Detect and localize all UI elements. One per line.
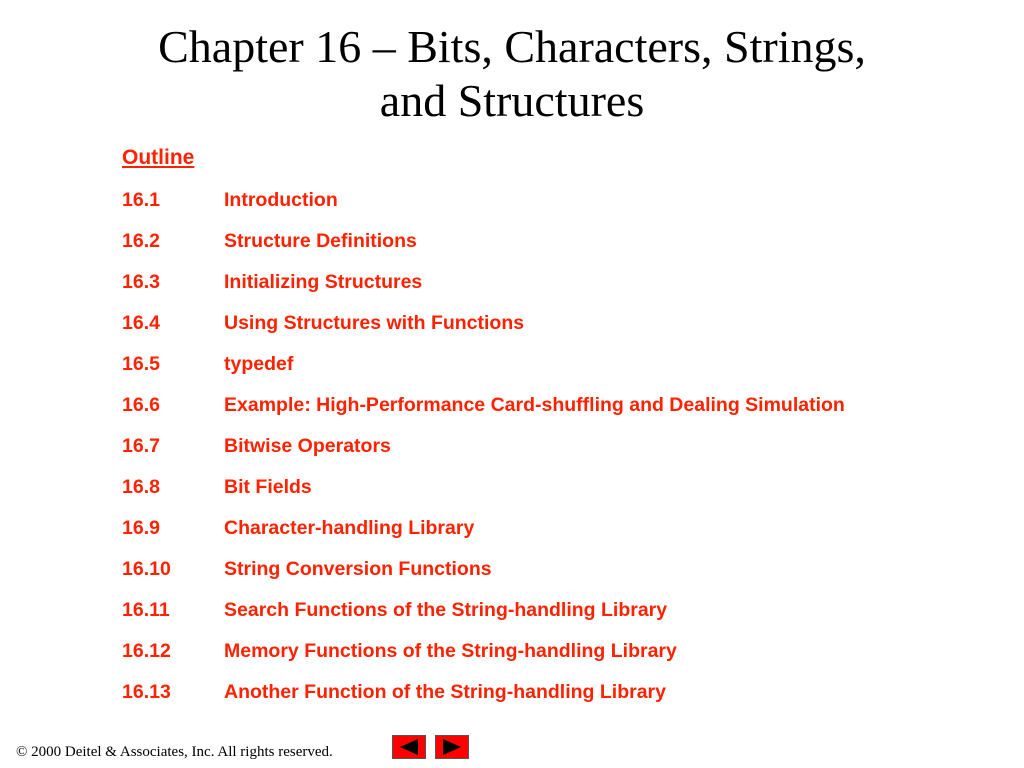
outline-item (122, 555, 845, 596)
next-slide-button[interactable] (435, 735, 469, 759)
slide-title (0, 20, 1024, 128)
title-line-2: and Structures (379, 75, 645, 126)
outline-heading: Outline (122, 146, 195, 169)
outline-item (122, 309, 845, 350)
outline-item (122, 227, 845, 268)
outline-item (122, 514, 845, 555)
section-number: 16.6 (122, 394, 160, 416)
outline-item (122, 350, 845, 391)
title-line-1: Chapter 16 – Bits, Characters, Strings, (158, 21, 866, 72)
section-title: Structure Definitions (224, 230, 417, 252)
section-number: 16.10 (122, 558, 171, 580)
section-title: Example: High-Performance Card-shuffling and Dealing Simulation (224, 394, 845, 416)
outline-item (122, 473, 845, 514)
section-number: 16.11 (122, 599, 170, 621)
section-number: 16.12 (122, 640, 171, 662)
section-number: 16.5 (122, 353, 160, 375)
section-number: 16.4 (122, 312, 160, 334)
outline-item (122, 391, 845, 432)
section-number: 16.13 (122, 681, 171, 703)
previous-slide-button[interactable] (392, 735, 426, 759)
outline-item (122, 678, 845, 719)
section-title: Bitwise Operators (224, 435, 391, 457)
section-number: 16.2 (122, 230, 160, 252)
outline-item (122, 432, 845, 473)
section-title: Memory Functions of the String-handling Library (224, 640, 677, 662)
outline-item (122, 268, 845, 309)
section-title: Character-handling Library (224, 517, 475, 539)
copyright-footer: © 2000 Deitel & Associates, Inc. All rights reserved. (16, 744, 333, 760)
triangle-left-icon (400, 739, 418, 755)
outline-item (122, 637, 845, 678)
outline-item (122, 596, 845, 637)
section-title: Search Functions of the String-handling Library (224, 599, 668, 621)
section-title: Introduction (224, 189, 338, 211)
section-title: Another Function of the String-handling Library (224, 681, 666, 703)
outline-list (122, 186, 845, 719)
section-title: Bit Fields (224, 476, 312, 498)
section-number: 16.9 (122, 517, 160, 539)
section-title: Using Structures with Functions (224, 312, 525, 334)
section-number: 16.7 (122, 435, 160, 457)
section-number: 16.8 (122, 476, 160, 498)
section-title: String Conversion Functions (224, 558, 492, 580)
section-number: 16.1 (122, 189, 160, 211)
section-number: 16.3 (122, 271, 160, 293)
triangle-right-icon (443, 739, 461, 755)
section-title: typedef (224, 353, 294, 375)
section-title: Initializing Structures (224, 271, 423, 293)
outline-item (122, 186, 845, 227)
